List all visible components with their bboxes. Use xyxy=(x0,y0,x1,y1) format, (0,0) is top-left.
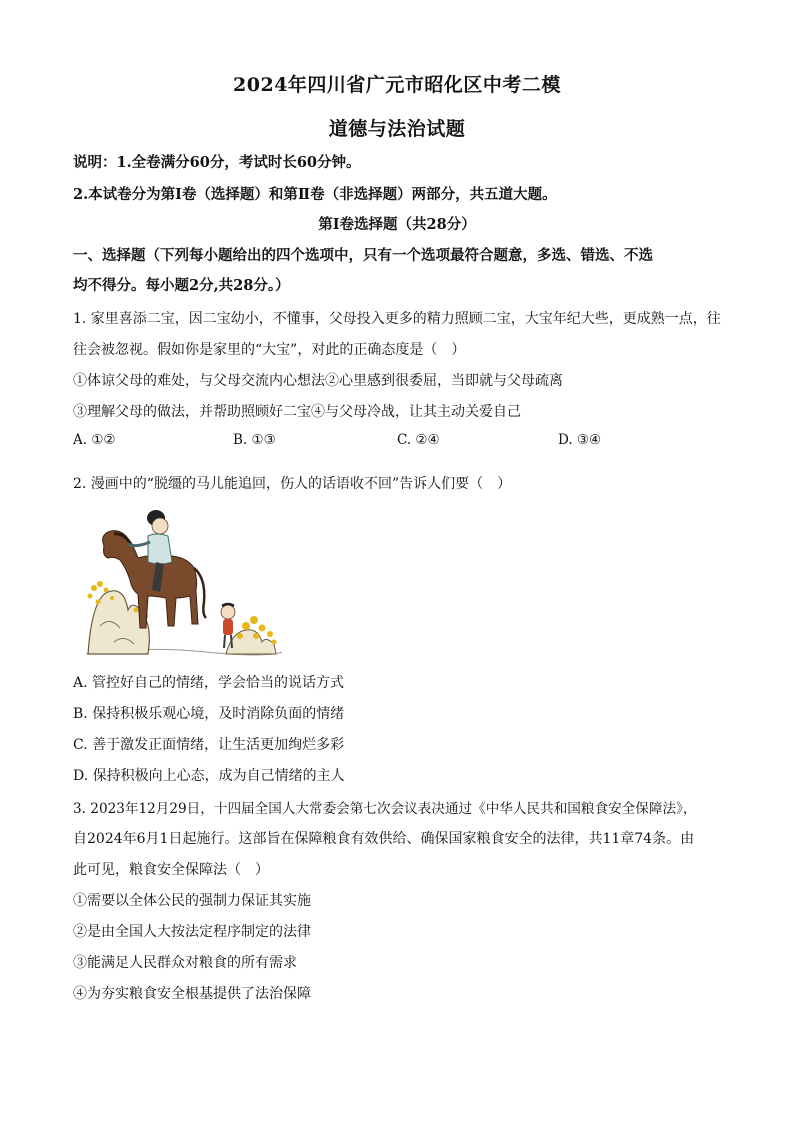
q1-option-a: A. ①② xyxy=(73,432,116,448)
q2-option-b: B. 保持积极乐观心境，及时消除负面的情绪 xyxy=(73,706,345,722)
section-heading: 第Ⅰ卷选择题（共28分） xyxy=(318,216,476,233)
q2-option-a: A. 管控好自己的情绪，学会恰当的说话方式 xyxy=(73,675,345,691)
q3-stem-line2: 自2024年6月1日起施行。这部旨在保障粮食有效供给、确保国家粮食安全的法律，共11章74条。由 xyxy=(73,831,695,847)
q3-statement-3: ③能满足人民群众对粮食的所有需求 xyxy=(73,955,297,971)
q3-statement-1: ①需要以全体公民的强制力保证其实施 xyxy=(73,893,311,909)
q1-option-c: C. ②④ xyxy=(397,432,440,448)
q3-statement-4: ④为夯实粮食安全根基提供了法治保障 xyxy=(73,986,311,1002)
q1-stem-line1: 1. 家里喜添二宝，因二宝幼小，不懂事，父母投入更多的精力照顾二宝，大宝年纪大些，更成熟一点，往 xyxy=(73,311,721,327)
exam-subtitle: 道德与法治试题 xyxy=(328,118,466,140)
q2-option-d: D. 保持积极向上心态，成为自己情绪的主人 xyxy=(73,768,345,784)
q1-statements-line2: ③理解父母的做法，并帮助照顾好二宝④与父母冷战，让其主动关爱自己 xyxy=(73,404,521,420)
q1-option-d: D. ③④ xyxy=(558,432,602,448)
cartoon-illustration xyxy=(86,506,282,658)
q1-stem-line2: 往会被忽视。假如你是家里的“大宝”，对此的正确态度是（ ） xyxy=(73,342,466,358)
q3-statement-2: ②是由全国人大按法定程序制定的法律 xyxy=(73,924,311,940)
q3-stem-line3: 此可见，粮食安全保障法（ ） xyxy=(73,862,269,878)
q1-option-b: B. ①③ xyxy=(233,432,276,448)
q3-stem-line1: 3. 2023年12月29日，十四届全国人大常委会第七次会议表决通过《中华人民共和国粮食安全保障法》， xyxy=(73,801,697,817)
instruction-note-2: 2.本试卷分为第Ⅰ卷（选择题）和第Ⅱ卷（非选择题）两部分，共五道大题。 xyxy=(73,186,557,203)
q1-statements-line1: ①体谅父母的难处，与父母交流内心想法②心里感到很委屈，当即就与父母疏离 xyxy=(73,373,563,389)
q2-option-c: C. 善于激发正面情绪，让生活更加绚烂多彩 xyxy=(73,737,345,753)
section-instructions-line2: 均不得分。每小题2分,共28分。） xyxy=(73,277,290,294)
q2-stem: 2. 漫画中的“脱缰的马儿能追回，伤人的话语收不回”告诉人们要（ ） xyxy=(73,476,512,492)
instruction-note-1: 说明：1.全卷满分60分，考试时长60分钟。 xyxy=(73,154,361,171)
exam-title: 2024年四川省广元市昭化区中考二模 xyxy=(233,74,561,96)
section-instructions-line1: 一、选择题（下列每小题给出的四个选项中，只有一个选项最符合题意，多选、错选、不选 xyxy=(73,247,653,264)
